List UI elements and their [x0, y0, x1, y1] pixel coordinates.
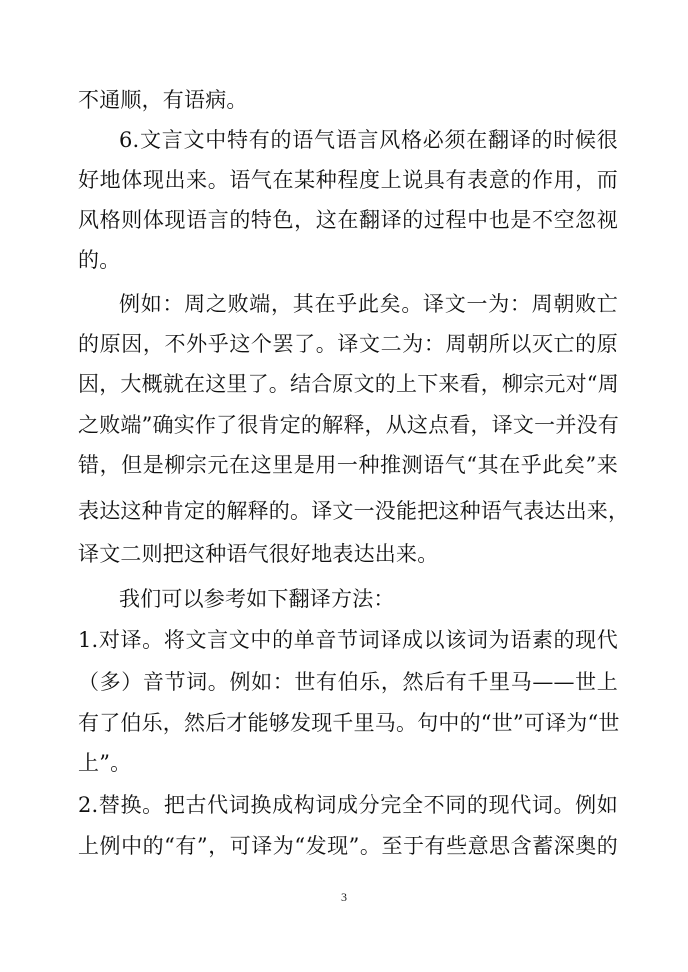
text-line: 不通顺，有语病。	[78, 88, 248, 112]
text-line: （多）音节词。例如：世有伯乐，然后有千里马——世上	[78, 670, 618, 694]
text-line: 好地体现出来。语气在某种程度上说具有表意的作用，而	[78, 168, 618, 192]
page-number: 3	[341, 890, 347, 904]
text-line: 上”。	[78, 751, 132, 775]
text-line: 译文二则把这种语气很好地表达出来。	[78, 542, 439, 566]
text-line: 有了伯乐，然后才能够发现千里马。句中的“世”可译为“世	[78, 711, 620, 735]
paragraph-first-line: 例如：周之败端，其在乎此矣。译文一为：周朝败亡	[119, 292, 618, 316]
text-line: 之败端”确实作了很肯定的解释，从这点看，译文一并没有	[78, 413, 619, 437]
text-line: 风格则体现语言的特色，这在翻译的过程中也是不空忽视	[78, 208, 618, 232]
text-line: 错，但是柳宗元在这里是用一种推测语气“其在乎此矣”来	[78, 453, 618, 477]
text-line: 的原因，不外乎这个罢了。译文二为：周朝所以灭亡的原	[78, 332, 618, 356]
text-line: 表达这种肯定的解释的。译文一没能把这种语气表达出来，	[78, 499, 630, 523]
text-line: 因，大概就在这里了。结合原文的上下来看，柳宗元对“周	[78, 372, 619, 396]
text-line: 的。	[78, 248, 121, 272]
paragraph-first-line: 6.文言文中特有的语气语言风格必须在翻译的时候很	[119, 128, 618, 152]
list-item-line: 2.替换。把古代词换成构词成分完全不同的现代词。例如	[78, 793, 618, 817]
list-item-line: 1.对译。将文言文中的单音节词译成以该词为语素的现代	[78, 628, 618, 652]
paragraph-first-line: 我们可以参考如下翻译方法：	[119, 587, 395, 611]
text-line: 上例中的“有”，可译为“发现”。至于有些意思含蓄深奥的	[78, 834, 618, 858]
